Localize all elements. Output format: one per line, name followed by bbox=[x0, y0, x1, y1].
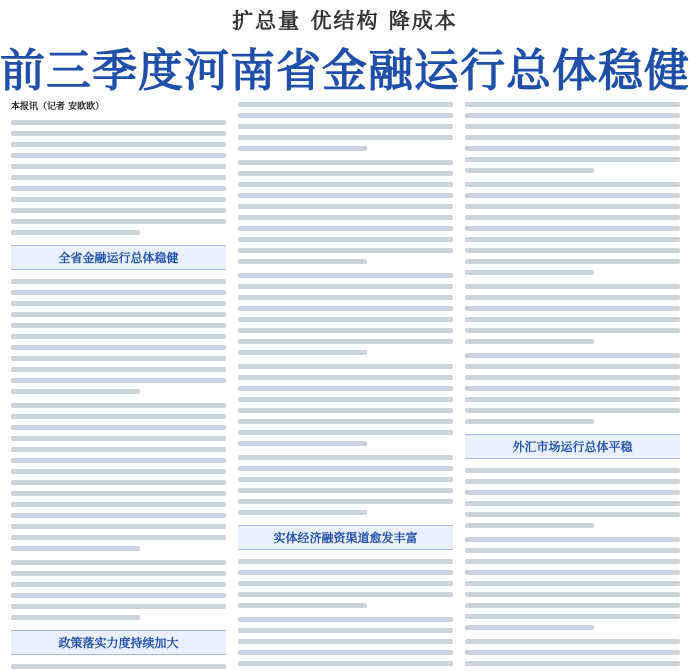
unread-text-line bbox=[11, 488, 226, 499]
unread-text-line bbox=[238, 394, 453, 405]
paragraph bbox=[465, 99, 680, 176]
unread-text-line bbox=[11, 510, 226, 521]
unread-text-line bbox=[465, 636, 680, 647]
unread-text-line bbox=[465, 509, 680, 520]
unread-text-line bbox=[465, 361, 680, 372]
unread-text-line bbox=[465, 201, 680, 212]
section-title: 外汇市场运行总体平稳 bbox=[465, 434, 680, 459]
unread-text-line bbox=[465, 534, 680, 545]
unread-text-line bbox=[465, 292, 680, 303]
unread-text-line bbox=[238, 245, 453, 256]
paragraph bbox=[11, 557, 226, 623]
unread-text-line bbox=[465, 121, 680, 132]
unread-text-line bbox=[465, 143, 680, 154]
unread-text-line bbox=[465, 245, 680, 256]
unread-text-line bbox=[238, 157, 453, 168]
unread-text-line bbox=[465, 416, 680, 427]
unread-text-line bbox=[238, 647, 453, 658]
paragraph bbox=[11, 276, 226, 397]
unread-text-line bbox=[465, 179, 680, 190]
unread-text-line bbox=[11, 433, 226, 444]
lead-runin: 本报讯（记者 安欧欧） bbox=[11, 102, 105, 112]
unread-text-line bbox=[238, 636, 453, 647]
unread-text-line bbox=[238, 625, 453, 636]
unread-text-line bbox=[238, 496, 453, 507]
unread-text-line bbox=[238, 212, 453, 223]
unread-text-line bbox=[238, 405, 453, 416]
unread-text-line bbox=[465, 99, 680, 110]
section-title: 全省金融运行总体稳健 bbox=[11, 245, 226, 270]
paragraph bbox=[465, 465, 680, 531]
unread-text-line bbox=[238, 190, 453, 201]
unread-text-line bbox=[465, 223, 680, 234]
unread-text-line bbox=[11, 411, 226, 422]
unread-text-line bbox=[238, 132, 453, 143]
unread-text-line bbox=[238, 256, 453, 267]
unread-text-line bbox=[238, 600, 453, 611]
unread-text-line bbox=[465, 476, 680, 487]
unread-text-line bbox=[238, 201, 453, 212]
paragraph bbox=[238, 556, 453, 611]
unread-text-line bbox=[238, 143, 453, 154]
unread-text-line bbox=[238, 168, 453, 179]
unread-text-line bbox=[11, 477, 226, 488]
unread-text-line bbox=[238, 336, 453, 347]
unread-text-line bbox=[11, 309, 226, 320]
unread-text-line bbox=[465, 165, 680, 176]
unread-text-line bbox=[465, 234, 680, 245]
unread-text-line bbox=[11, 161, 226, 172]
unread-text-line bbox=[238, 474, 453, 485]
unread-text-line bbox=[465, 336, 680, 347]
paragraph bbox=[465, 350, 680, 427]
unread-text-line bbox=[465, 132, 680, 143]
unread-text-line bbox=[11, 579, 226, 590]
unread-text-line bbox=[465, 611, 680, 622]
unread-text-line bbox=[465, 154, 680, 165]
unread-text-line bbox=[238, 383, 453, 394]
unread-text-line bbox=[465, 110, 680, 121]
unread-text-line bbox=[238, 658, 453, 669]
unread-text-line bbox=[465, 589, 680, 600]
paragraph bbox=[465, 534, 680, 633]
unread-text-line bbox=[465, 212, 680, 223]
unread-text-line bbox=[11, 183, 226, 194]
unread-text-line bbox=[465, 405, 680, 416]
unread-text-line bbox=[238, 270, 453, 281]
section-title: 实体经济融资渠道愈发丰富 bbox=[238, 525, 453, 550]
unread-text-line bbox=[465, 383, 680, 394]
unread-text-line bbox=[238, 427, 453, 438]
unread-text-line bbox=[465, 545, 680, 556]
unread-text-line bbox=[238, 614, 453, 625]
unread-text-line bbox=[238, 567, 453, 578]
paragraph bbox=[465, 179, 680, 278]
paragraph bbox=[238, 99, 453, 154]
unread-text-line bbox=[11, 661, 226, 671]
unread-text-line bbox=[11, 216, 226, 227]
unread-text-line bbox=[238, 452, 453, 463]
unread-text-line bbox=[465, 658, 680, 669]
unread-text-line bbox=[11, 521, 226, 532]
unread-text-line bbox=[11, 568, 226, 579]
unread-text-line bbox=[238, 361, 453, 372]
unread-text-line bbox=[11, 205, 226, 216]
article-column-2 bbox=[238, 96, 453, 671]
unread-text-line bbox=[11, 400, 226, 411]
unread-text-line bbox=[238, 416, 453, 427]
unread-text-line bbox=[11, 532, 226, 543]
unread-text-line bbox=[465, 465, 680, 476]
unread-text-line bbox=[238, 110, 453, 121]
paragraph bbox=[11, 117, 226, 238]
unread-text-line bbox=[11, 298, 226, 309]
unread-text-line bbox=[11, 117, 226, 128]
unread-text-line bbox=[465, 350, 680, 361]
unread-text-line bbox=[11, 287, 226, 298]
unread-text-line bbox=[238, 179, 453, 190]
unread-text-line bbox=[11, 455, 226, 466]
unread-text-line bbox=[465, 281, 680, 292]
unread-text-line bbox=[11, 543, 226, 554]
unread-text-line bbox=[465, 622, 680, 633]
unread-text-line bbox=[11, 194, 226, 205]
unread-text-line bbox=[11, 364, 226, 375]
headline: 前三季度河南省金融运行总体稳健 bbox=[0, 44, 690, 97]
unread-text-line bbox=[238, 438, 453, 449]
paragraph bbox=[238, 270, 453, 358]
unread-text-line bbox=[238, 589, 453, 600]
unread-text-line bbox=[11, 150, 226, 161]
unread-text-line bbox=[238, 303, 453, 314]
kicker: 扩总量 优结构 降成本 bbox=[232, 9, 458, 33]
unread-text-line bbox=[465, 190, 680, 201]
unread-text-line bbox=[465, 600, 680, 611]
section-title: 政策落实力度持续加大 bbox=[11, 630, 226, 655]
unread-text-line bbox=[465, 498, 680, 509]
unread-text-line bbox=[465, 256, 680, 267]
unread-text-line bbox=[238, 281, 453, 292]
unread-text-line bbox=[238, 507, 453, 518]
unread-text-line bbox=[238, 121, 453, 132]
unread-text-line bbox=[11, 601, 226, 612]
unread-text-line bbox=[11, 320, 226, 331]
unread-text-line bbox=[11, 331, 226, 342]
unread-text-line bbox=[238, 314, 453, 325]
unread-text-line bbox=[465, 567, 680, 578]
unread-text-line bbox=[238, 463, 453, 474]
unread-text-line bbox=[238, 234, 453, 245]
unread-text-line bbox=[11, 557, 226, 568]
unread-text-line bbox=[11, 499, 226, 510]
unread-text-line bbox=[465, 325, 680, 336]
unread-text-line bbox=[465, 314, 680, 325]
unread-text-line bbox=[465, 267, 680, 278]
unread-text-line bbox=[11, 386, 226, 397]
unread-text-line bbox=[11, 590, 226, 601]
unread-text-line bbox=[465, 394, 680, 405]
unread-text-line bbox=[238, 556, 453, 567]
unread-text-line bbox=[11, 128, 226, 139]
unread-text-line bbox=[11, 375, 226, 386]
unread-text-line bbox=[238, 292, 453, 303]
unread-text-line bbox=[465, 520, 680, 531]
unread-text-line bbox=[238, 223, 453, 234]
paragraph bbox=[465, 636, 680, 671]
unread-text-line bbox=[465, 578, 680, 589]
unread-text-line bbox=[11, 342, 226, 353]
unread-text-line bbox=[11, 227, 226, 238]
unread-text-line bbox=[238, 485, 453, 496]
unread-text-line bbox=[238, 578, 453, 589]
paragraph bbox=[465, 281, 680, 347]
paragraph bbox=[11, 661, 226, 671]
unread-text-line bbox=[11, 172, 226, 183]
unread-text-line bbox=[465, 303, 680, 314]
unread-text-line bbox=[11, 422, 226, 433]
paragraph bbox=[11, 400, 226, 554]
unread-text-line bbox=[11, 139, 226, 150]
article-column-1 bbox=[11, 96, 226, 671]
unread-text-line bbox=[465, 556, 680, 567]
article-column-3 bbox=[465, 96, 680, 671]
unread-text-line bbox=[11, 276, 226, 287]
unread-text-line bbox=[11, 353, 226, 364]
unread-text-line bbox=[238, 325, 453, 336]
paragraph bbox=[238, 361, 453, 449]
unread-text-line bbox=[465, 372, 680, 383]
paragraph bbox=[238, 452, 453, 518]
unread-text-line bbox=[11, 444, 226, 455]
paragraph bbox=[238, 157, 453, 267]
unread-text-line bbox=[465, 487, 680, 498]
unread-text-line bbox=[11, 466, 226, 477]
unread-text-line bbox=[11, 612, 226, 623]
unread-text-line bbox=[238, 99, 453, 110]
paragraph bbox=[238, 614, 453, 671]
unread-text-line bbox=[238, 372, 453, 383]
unread-text-line bbox=[465, 647, 680, 658]
unread-text-line bbox=[238, 347, 453, 358]
